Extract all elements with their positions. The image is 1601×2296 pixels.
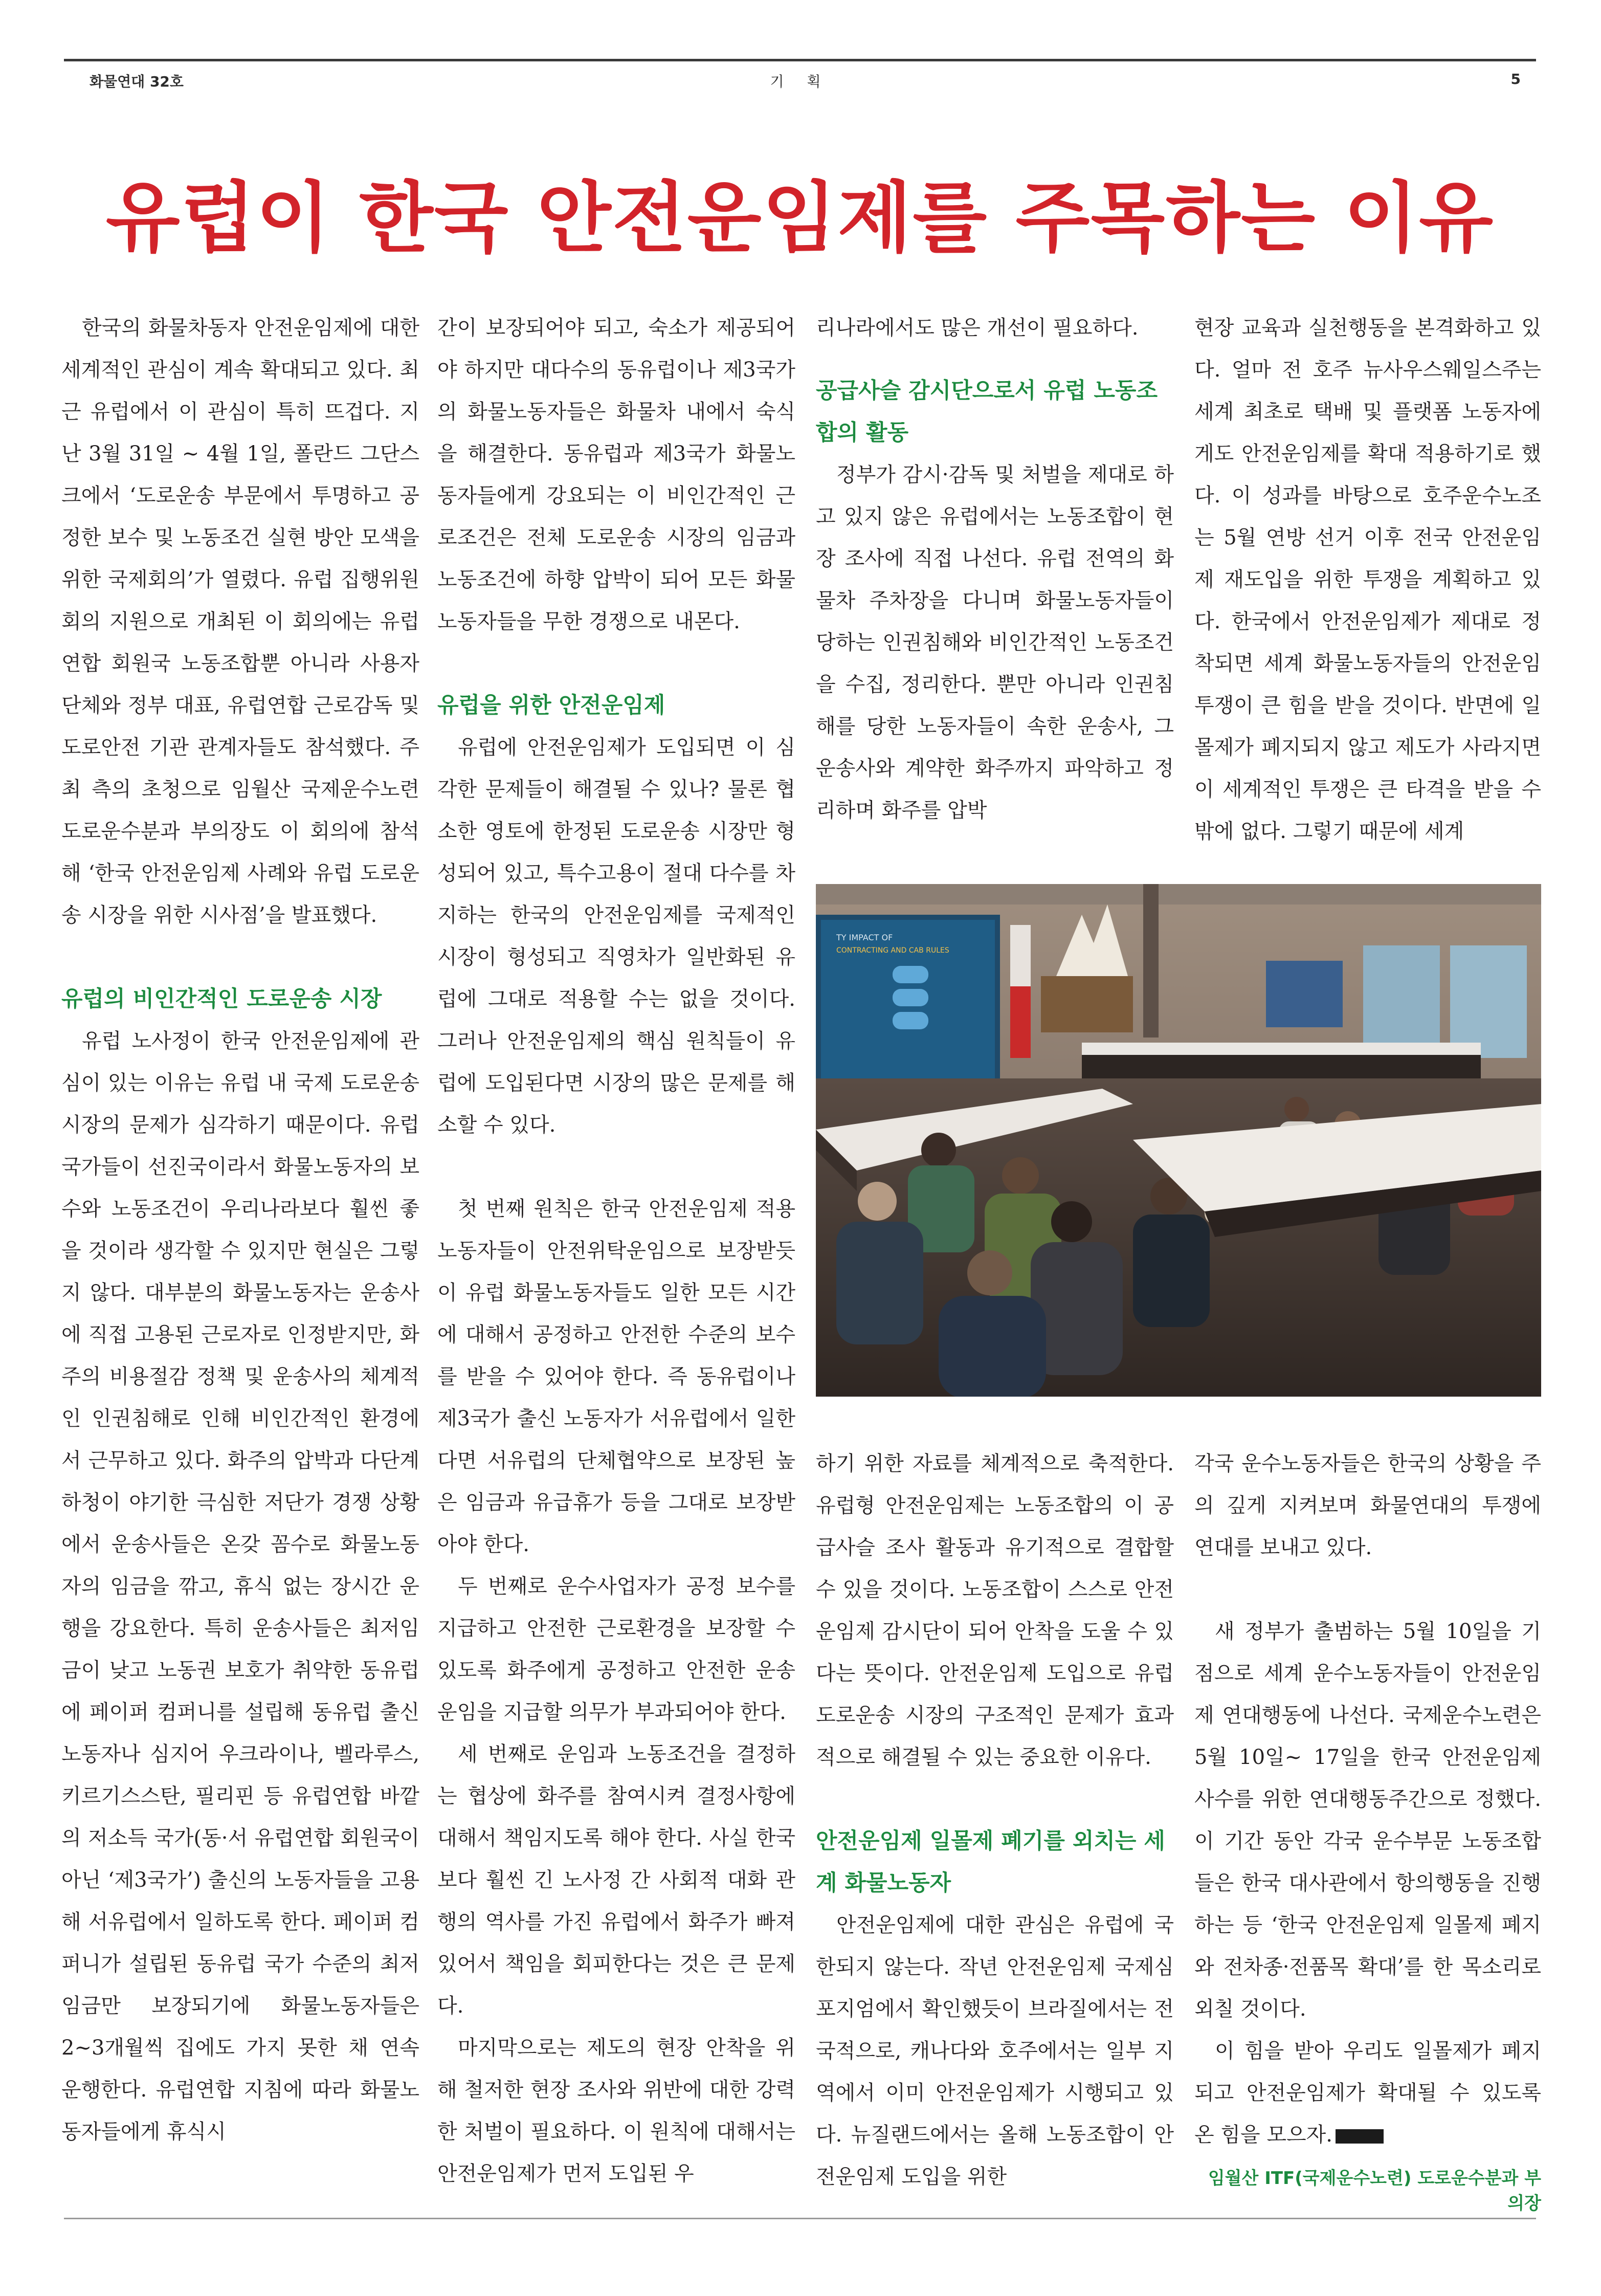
closing-text: 이 힘을 받아 우리도 일몰제가 폐지되고 안전운임제가 확대될 수 있도록 온 힘을 모으자.	[1194, 2039, 1541, 2147]
section-label: 기 획	[770, 73, 830, 90]
page-header	[64, 65, 1536, 96]
column-1	[61, 307, 419, 2153]
column-3-lower	[816, 1443, 1174, 2198]
publication-issue: 화물연대 32호	[90, 73, 184, 90]
paragraph: 세 번째로 운임과 노동조건을 결정하는 협상에 화주를 참여시켜 결정사항에 대해서 책임지도록 해야 한다. 사실 한국보다 훨씬 긴 노사정 간 사회적 대화 관행의 역사를 가진 유럽에서 화주가 빠져 있어서 책임을 회피한다는 것은 큰 문제다.	[437, 1742, 795, 2018]
section-heading: 안전운임제 일몰제 폐기를 외치는 세계 화물노동자	[816, 1828, 1165, 1896]
paragraph: 현장 교육과 실천행동을 본격화하고 있다. 얼마 전 호주 뉴사우스웨일스주는 세계 최초로 택배 및 플랫폼 노동자에게도 안전운임제를 확대 적용하기로 했다. 이 성과를 바탕으로 호주운수노조는 5월 연방 선거 이후 전국 안전운임제 재도입을 위한 투쟁을 계획하고 있다. 한국에서 안전운임제가 제대로 정착되면 세계 화물노동자들의 안전운임 투쟁이 큰 힘을 받을 것이다. 반면에 일몰제가 폐지되지 않고 제도가 사라지면 이 세계적인 투쟁은 큰 타격을 받을 수밖에 없다. 그렇기 때문에 세계	[1194, 316, 1541, 843]
slide-title-line-2: CONTRACTING AND CAB RULES	[836, 946, 949, 955]
conference-photo	[816, 884, 1541, 1397]
paragraph: 안전운임제에 대한 관심은 유럽에 국한되지 않는다. 작년 안전운임제 국제심포지엄에서 확인했듯이 브라질에서는 전국적으로, 캐나다와 호주에서는 일부 지역에서 이미 안전운임제가 시행되고 있다. 뉴질랜드에서는 올해 노동조합이 안전운임제 도입을 위한	[816, 1913, 1174, 2189]
column-4-lower	[1194, 1443, 1541, 2156]
column-3-upper	[816, 307, 1174, 831]
section-heading: 유럽의 비인간적인 도로운송 시장	[61, 986, 382, 1012]
author-byline: 임월산 ITF(국제운수노련) 도로운수분과 부의장	[1208, 2168, 1541, 2214]
paragraph: 두 번째로 운수사업자가 공정 보수를 지급하고 안전한 근로환경을 보장할 수 있도록 화주에게 공정하고 안전한 운송운임을 지급할 의무가 부과되어야 한다.	[437, 1575, 795, 1724]
end-mark-icon	[1336, 2129, 1384, 2144]
footer-rule	[64, 2218, 1536, 2219]
paragraph: 간이 보장되어야 되고, 숙소가 제공되어야 하지만 대다수의 동유럽이나 제3국가의 화물노동자들은 화물차 내에서 숙식을 해결한다. 동유럽과 제3국가 화물노동자들에게 강요되는 이 비인간적인 근로조건은 전체 도로운송 시장의 임금과 노동조건에 하향 압박이 되어 모든 화물노동자들을 무한 경쟁으로 내몬다.	[437, 316, 795, 633]
page-number: 5	[1510, 71, 1521, 87]
header-rule	[64, 59, 1536, 61]
paragraph: 마지막으로는 제도의 현장 안착을 위해 철저한 현장 조사와 위반에 대한 강력한 처벌이 필요하다. 이 원칙에 대해서는 안전운임제가 먼저 도입된 우	[437, 2036, 795, 2185]
paragraph: 하기 위한 자료를 체계적으로 축적한다. 유럽형 안전운임제는 노동조합의 이 공급사슬 조사 활동과 유기적으로 결합할 수 있을 것이다. 노동조합이 스스로 안전운임제 감시단이 되어 안착을 도울 수 있다는 뜻이다. 안전운임제 도입으로 유럽 도로운송 시장의 구조적인 문제가 효과적으로 해결될 수 있는 중요한 이유다.	[816, 1452, 1174, 1769]
paragraph: 한국의 화물차동자 안전운임제에 대한 세계적인 관심이 계속 확대되고 있다. 최근 유럽에서 이 관심이 특히 뜨겁다. 지난 3월 31일 ~ 4월 1일, 폴란드 그단스크에서 ‘도로운송 부문에서 투명하고 공정한 보수 및 노동조건 실현 방안 모색을 위한 국제회의’가 열렸다. 유럽 집행위원회의 지원으로 개최된 이 회의에는 유럽연합 회원국 노동조합뿐 아니라 사용자단체와 정부 대표, 유럽연합 근로감독 및 도로안전 기관 관계자들도 참석했다. 주최 측의 초청으로 임월산 국제운수노련 도로운수분과 부의장도 이 회의에 참석해 ‘한국 안전운임제 사례와 유럽 도로운송 시장을 위한 시사점’을 발표했다.	[61, 316, 419, 927]
column-4-upper	[1194, 307, 1541, 852]
paragraph: 새 정부가 출범하는 5월 10일을 기점으로 세계 운수노동자들이 안전운임제 연대행동에 나선다. 국제운수노련은 5월 10일~ 17일을 한국 안전운임제 사수를 위한 연대행동주간으로 정했다. 이 기간 동안 각국 운수부문 노동조합들은 한국 대사관에서 항의행동을 진행하는 등 ‘한국 안전운임제 일몰제 폐지와 전차종·전품목 확대’를 한 목소리로 외칠 것이다.	[1194, 1620, 1541, 2021]
section-heading: 유럽을 위한 안전운임제	[437, 693, 665, 718]
article-title: 유럽이 한국 안전운임제를 주목하는 이유	[105, 174, 1495, 263]
paragraph: 리나라에서도 많은 개선이 필요하다.	[816, 316, 1139, 340]
paragraph: 첫 번째 원칙은 한국 안전운임제 적용 노동자들이 안전위탁운임으로 보장받듯이 유럽 화물노동자들도 일한 모든 시간에 대해서 공정하고 안전한 수준의 보수를 받을 수 있어야 한다. 즉 동유럽이나 제3국가 출신 노동자가 서유럽에서 일한다면 서유럽의 단체협약으로 보장된 높은 임금과 유급휴가 등을 그대로 보장받아야 한다.	[437, 1197, 795, 1556]
paragraph: 정부가 감시·감독 및 처벌을 제대로 하고 있지 않은 유럽에서는 노동조합이 현장 조사에 직접 나선다. 유럽 전역의 화물차 주차장을 다니며 화물노동자들이 당하는 인권침해와 비인간적인 노동조건을 수집, 정리한다. 뿐만 아니라 인권침해를 당한 노동자들이 속한 운송사, 그 운송사와 계약한 화주까지 파악하고 정리하며 화주를 압박	[816, 463, 1174, 822]
paragraph	[1194, 2030, 1541, 2156]
section-heading: 공급사슬 감시단으로서 유럽 노동조합의 활동	[816, 378, 1158, 446]
column-2	[437, 307, 795, 2195]
paragraph: 유럽 노사정이 한국 안전운임제에 관심이 있는 이유는 유럽 내 국제 도로운송시장의 문제가 심각하기 때문이다. 유럽 국가들이 선진국이라서 화물노동자의 보수와 노동조건이 우리나라보다 훨씬 좋을 것이라 생각할 수 있지만 현실은 그렇지 않다. 대부분의 화물노동자는 운송사에 직접 고용된 근로자로 인정받지만, 화주의 비용절감 정책 및 운송사의 체계적인 인권침해로 인해 비인간적인 환경에서 근무하고 있다. 화주의 압박과 다단계 하청이 야기한 극심한 저단가 경쟁 상황에서 운송사들은 온갖 꼼수로 화물노동자의 임금을 깎고, 휴식 없는 장시간 운행을 강요한다. 특히 운송사들은 최저임금이 낮고 노동권 보호가 취약한 동유럽에 페이퍼 컴퍼니를 설립해 동유럽 출신 노동자나 심지어 우크라이나, 벨라루스, 키르기스스탄, 필리핀 등 유럽연합 바깥의 저소득 국가(동·서 유럽연합 회원국이 아닌 ‘제3국가’) 출신의 노동자들을 고용해 서유럽에서 일하도록 한다. 페이퍼 컴퍼니가 설립된 동유럽 국가 수준의 최저임금만 보장되기에 화물노동자들은 2~3개월씩 집에도 가지 못한 채 연속 운행한다. 유럽연합 지침에 따라 화물노동자들에게 휴식시	[61, 1029, 419, 2144]
slide-title-line-1: TY IMPACT OF	[836, 933, 893, 942]
paragraph: 각국 운수노동자들은 한국의 상황을 주의 깊게 지켜보며 화물연대의 투쟁에 연대를 보내고 있다.	[1194, 1452, 1541, 1559]
paragraph: 유럽에 안전운임제가 도입되면 이 심각한 문제들이 해결될 수 있나? 물론 협소한 영토에 한정된 도로운송 시장만 형성되어 있고, 특수고용이 절대 다수를 차지하는 한국의 안전운임제를 국제적인 시장이 형성되고 직영차가 일반화된 유럽에 그대로 적용할 수는 없을 것이다. 그러나 안전운임제의 핵심 원칙들이 유럽에 도입된다면 시장의 많은 문제를 해소할 수 있다.	[437, 736, 795, 1137]
